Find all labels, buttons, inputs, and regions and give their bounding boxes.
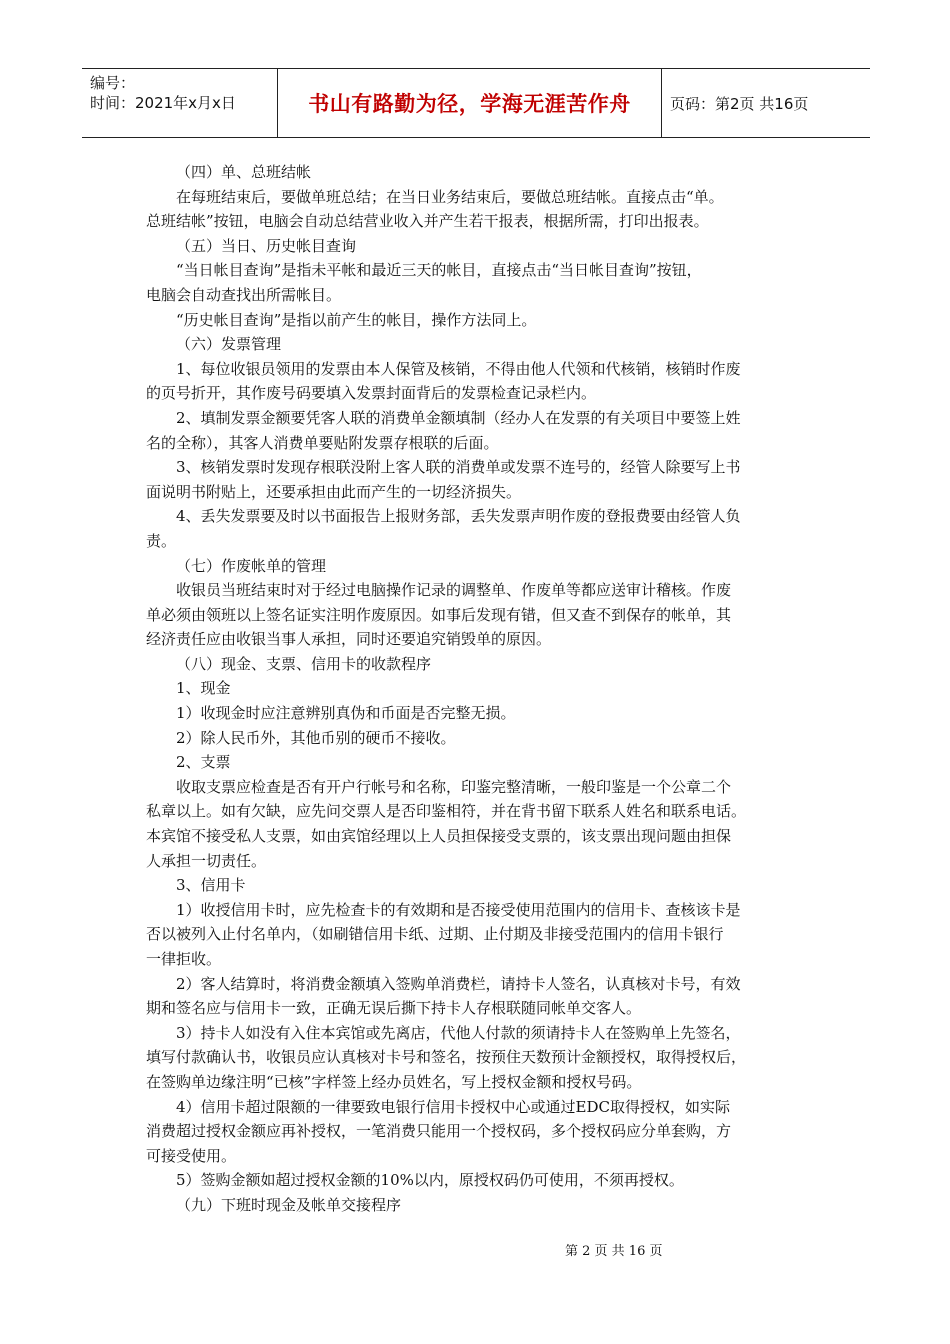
body-line: “当日帐目查询”是指未平帐和最近三天的帐目，直接点击“当日帐目查询”按钮， [176,261,702,280]
body-line: 面说明书附贴上，还要承担由此而产生的一切经济损失。 [146,482,522,501]
body-line: 消费超过授权金额应再补授权，一笔消费只能用一个授权码，多个授权码应分单套购，方 [146,1122,732,1141]
body-line: 4）信用卡超过限额的一律要致电银行信用卡授权中心或通过EDC取得授权，如实际 [176,1097,731,1116]
body-line: 否以被列入止付名单内，（如刷错信用卡纸、过期、止付期及非接受范围内的信用卡银行 [146,925,724,944]
body-line: 1、每位收银员领用的发票由本人保管及核销，不得由他人代领和代核销，核销时作废 [176,359,741,378]
body-line: 电脑会自动查找出所需帐目。 [146,285,342,304]
document-body [146,160,806,1218]
body-line: 收取支票应检查是否有开户行帐号和名称，印鉴完整清晰，一般印鉴是一个公章二个 [176,777,732,796]
body-line: （八）现金、支票、信用卡的收款程序 [176,654,432,673]
body-line: 责。 [146,531,177,550]
body-line: 2、支票 [176,753,231,772]
body-line: 的页号折开，其作废号码要填入发票封面背后的发票检查记录栏内。 [146,384,597,403]
body-line: 在每班结束后，要做单班总结；在当日业务结束后，要做总班结帐。直接点击“单。 [176,187,724,206]
body-line: 3）持卡人如没有入住本宾馆或先离店，代他人付款的须请持卡人在签购单上先签名， [176,1023,741,1042]
body-line: 4、丢失发票要及时以书面报告上报财务部，丢失发票声明作废的登报费要由经管人负 [176,507,741,526]
body-line: 私章以上。如有欠缺，应先问交票人是否印鉴相符，并在背书留下联系人姓名和联系电话。 [146,802,747,821]
body-line: 1）收授信用卡时，应先检查卡的有效期和是否接受使用范围内的信用卡、查核该卡是 [176,900,741,919]
body-line: 期和签名应与信用卡一致，正确无误后撕下持卡人存根联随同帐单交客人。 [146,999,642,1018]
body-line: 2）除人民币外，其他币别的硬币不接收。 [176,728,456,747]
body-line: 在签购单边缘注明“已核”字样签上经办员姓名，写上授权金额和授权号码。 [146,1072,642,1091]
body-line: 填写付款确认书，收银员应认真核对卡号和签名，按预住天数预计金额授权，取得授权后， [146,1048,747,1067]
body-line: 5）签购金额如超过授权金额的10%以内，原授权码仍可使用，不须再授权。 [176,1171,684,1190]
body-line: 本宾馆不接受私人支票，如由宾馆经理以上人员担保接受支票的，该支票出现问题由担保 [146,827,732,846]
body-line: （六）发票管理 [176,335,282,354]
body-line: 1）收现金时应注意辨别真伪和币面是否完整无损。 [176,704,516,723]
body-line: 2）客人结算时，将消费金额填入签购单消费栏，请持卡人签名，认真核对卡号，有效 [176,974,741,993]
page-header [82,68,870,138]
body-line: 收银员当班结束时对于经过电脑操作记录的调整单、作废单等都应送审计稽核。作废 [176,581,732,600]
page-footer [0,1240,950,1259]
body-line: 3、核销发票时发现存根联没附上客人联的消费单或发票不连号的，经管人除要写上书 [176,458,741,477]
body-line: 一律拒收。 [146,950,222,968]
body-line: 总班结帐”按钮，电脑会自动总结营业收入并产生若干报表，根据所需，打印出报表。 [146,212,709,231]
header-page-label: 页码：第2页 共16页 [670,94,809,113]
body-line: （四）单、总班结帐 [176,163,312,181]
body-line: 1、现金 [176,679,231,698]
body-line: “历史帐目查询”是指以前产生的帐目，操作方法同上。 [176,310,537,329]
body-line: （五）当日、历史帐目查询 [176,236,357,255]
doc-date-label: 时间：2021年x月x日 [90,94,236,112]
body-line: 经济责任应由收银当事人承担，同时还要追究销毁单的原因。 [146,630,552,649]
body-line: 人承担一切责任。 [146,851,267,870]
body-line: 2、填制发票金额要凭客人联的消费单金额填制（经办人在发票的有关项目中要签上姓 [176,408,741,427]
header-motto: 书山有路勤为径，学海无涯苦作舟 [278,69,662,137]
body-line: （九）下班时现金及帐单交接程序 [176,1195,402,1214]
header-meta [82,69,278,137]
body-line: 单必须由领班以上签名证实注明作废原因。如事后发现有错，但又查不到保存的帐单，其 [146,605,732,624]
body-line: 名的全称），其客人消费单要贴附发票存根联的后面。 [146,433,499,452]
body-line: 3、信用卡 [176,876,246,895]
doc-number-label: 编号： [90,74,136,92]
body-line: （七）作废帐单的管理 [176,556,327,575]
body-line: 可接受使用。 [146,1146,237,1165]
footer-page-number: 第 2 页 共 16 页 [565,1244,663,1259]
